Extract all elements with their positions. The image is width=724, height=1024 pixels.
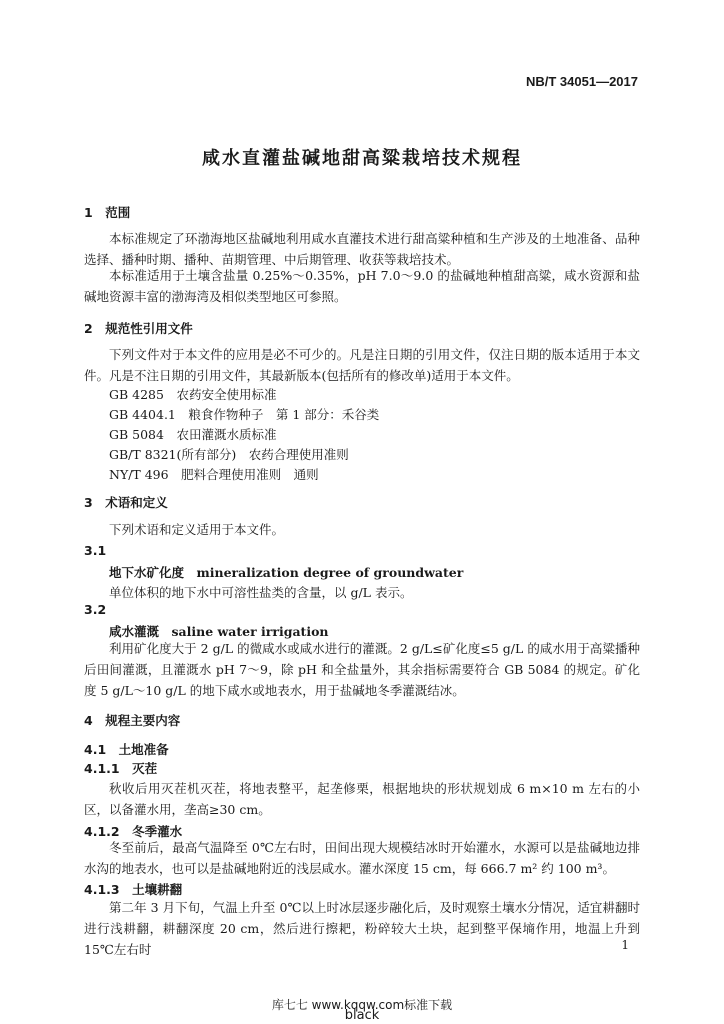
reference-item: NY/T 496 肥料合理使用准则 通则 <box>109 467 319 482</box>
page-title: 咸水直灌盐碱地甜高粱栽培技术规程 <box>202 148 522 169</box>
section-3-para-1: 下列术语和定义适用于本文件。 <box>109 522 285 537</box>
section-4-1-1-heading: 4.1.1 灭茬 <box>84 761 158 776</box>
footer-watermark: 库七七 www.kqqw.com标准下载 <box>271 998 453 1012</box>
section-4-1-heading: 4.1 土地准备 <box>84 742 169 757</box>
term-3-2-title: 咸水灌溉 saline water irrigation <box>109 624 329 639</box>
term-3-2-number: 3.2 <box>84 602 107 617</box>
term-3-1-title: 地下水矿化度 mineralization degree of groundwater <box>109 565 464 580</box>
term-3-1-definition: 单位体积的地下水中可溶性盐类的含量，以 g/L 表示。 <box>109 585 413 600</box>
standard-number: NB/T 34051—2017 <box>525 74 638 89</box>
section-2-heading: 2 规范性引用文件 <box>84 321 193 336</box>
reference-item: GB 5084 农田灌溉水质标准 <box>109 427 277 442</box>
term-3-1-number: 3.1 <box>84 543 107 558</box>
section-4-heading: 4 规程主要内容 <box>84 713 181 728</box>
section-4-1-2-heading: 4.1.2 冬季灌水 <box>84 824 183 839</box>
section-1-para-2: 本标准适用于土壤含盐量 0.25%～0.35%，pH 7.0～9.0 的盐碱地种植甜高粱，咸水资源和盐碱地资源丰富的渤海湾及相似类型地区可参照。 <box>84 268 640 304</box>
reference-item: GB 4404.1 粮食作物种子 第 1 部分：禾谷类 <box>109 407 380 422</box>
section-3-heading: 3 术语和定义 <box>84 495 168 510</box>
footer-word: black <box>344 1008 380 1023</box>
reference-item: GB/T 8321(所有部分) 农药合理使用准则 <box>109 447 349 462</box>
section-1-para-1: 本标准规定了环渤海地区盐碱地利用咸水直灌技术进行甜高粱种植和生产涉及的土地准备、品种选择、播种时期、播种、苗期管理、中后期管理、收获等栽培技术。 <box>84 231 640 267</box>
reference-item: GB 4285 农药安全使用标准 <box>109 387 277 402</box>
section-1-heading: 1 范围 <box>84 205 131 220</box>
section-4-1-2-text: 冬至前后，最高气温降至 0℃左右时，田间出现大规模结冰时开始灌水，水源可以是盐碱地边排水沟的地表水，也可以是盐碱地附近的浅层咸水。灌水深度 15 cm，每 666.7 m² 约 100 m³。 <box>84 840 640 876</box>
section-2-para-1: 下列文件对于本文件的应用是必不可少的。凡是注日期的引用文件，仅注日期的版本适用于本文件。凡是不注日期的引用文件，其最新版本(包括所有的修改单)适用于本文件。 <box>84 347 640 383</box>
section-4-1-3-text: 第二年 3 月下旬，气温上升至 0℃以上时冰层逐步融化后，及时观察土壤水分情况，适宜耕翻时进行浅耕翻，耕翻深度 20 cm，然后进行擦耙，粉碎较大土块，起到整平保墒作用，地温上升到 15℃左右时 <box>84 900 640 957</box>
page-number: 1 <box>621 938 629 952</box>
section-4-1-3-heading: 4.1.3 土壤耕翻 <box>84 882 183 897</box>
section-4-1-1-text: 秋收后用灭茬机灭茬，将地表整平，起垄修栗，根据地块的形状规划成 6 m×10 m 左右的小区，以备灌水用，垄高≥30 cm。 <box>84 781 640 817</box>
term-3-2-definition: 利用矿化度大于 2 g/L 的微咸水或咸水进行的灌溉。2 g/L≤矿化度≤5 g/L 的咸水用于高粱播种后田间灌溉，且灌溉水 pH 7～9，除 pH 和全盐量外，其余指标需要符合 GB 5084 的规定。矿化度 5 g/L～10 g/L 的地下咸水或地表水，用于盐碱地冬季灌溉结冰。 <box>84 641 640 698</box>
